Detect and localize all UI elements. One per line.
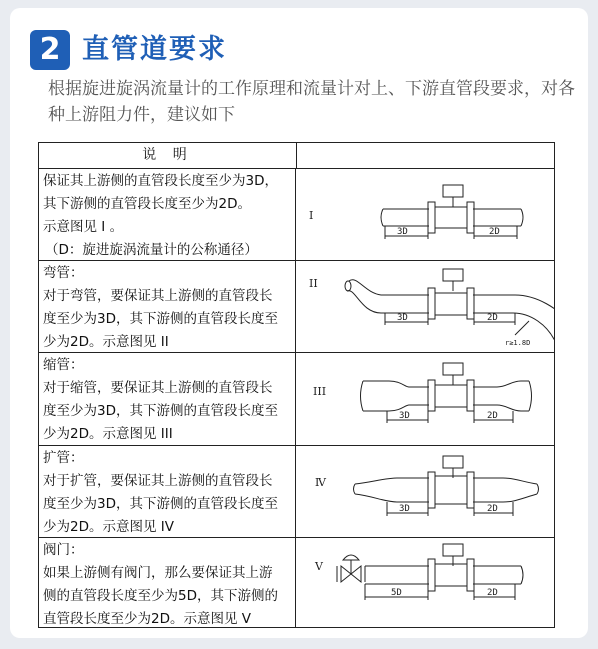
- figure-label: I: [309, 209, 314, 222]
- description-line: 少为2D。示意图见 III: [43, 426, 173, 442]
- description-line: 对于弯管，要保证其上游侧的直管段长: [43, 288, 273, 304]
- description-line: 扩管：: [43, 450, 84, 466]
- description-line: （D：旋进旋涡流量计的公称通径）: [45, 242, 258, 258]
- row-description: [39, 169, 296, 260]
- row-description: [39, 446, 296, 537]
- pipe-requirements-table: [38, 142, 555, 628]
- diagram-valve-pipe: [297, 538, 554, 627]
- description-line: 其下游侧的直管段长度至少为2D。: [43, 196, 251, 212]
- description-line: 保证其上游侧的直管段长度至少为3D，: [43, 173, 278, 189]
- description-line: 少为2D。示意图见 II: [43, 334, 169, 350]
- figure-label: Ⅳ: [315, 476, 326, 489]
- upstream-length-label: 3D: [399, 504, 410, 514]
- row-description: [39, 538, 296, 627]
- description-line: 弯管：: [43, 265, 84, 281]
- intro-text: 根据旋进旋涡流量计的工作原理和流量计对上、下游直管段要求，对各种上游阻力件，建议如下: [48, 79, 575, 125]
- description-line: 如果上游侧有阀门，那么要保证其上游: [43, 565, 273, 581]
- section-title: 直管道要求: [82, 34, 227, 65]
- table-row-valve: [39, 538, 554, 627]
- table-header: [39, 143, 554, 169]
- upstream-length-label: 3D: [399, 411, 410, 421]
- description-line: 示意图见 I 。: [43, 219, 124, 235]
- description-line: 直管段长度至少为2D。示意图见 V: [43, 611, 252, 627]
- row-description: [39, 353, 296, 445]
- upstream-length-label: 3D: [397, 313, 408, 323]
- row-description: [39, 261, 296, 352]
- figure-label: V: [315, 560, 323, 573]
- description-line: 度至少为3D，其下游侧的直管段长度至: [43, 311, 278, 327]
- downstream-length-label: 2D: [489, 227, 500, 237]
- description-line: 缩管：: [43, 357, 84, 373]
- column-header-description: 说 明: [39, 143, 297, 168]
- description-line: 对于扩管，要保证其上游侧的直管段长: [43, 473, 273, 489]
- diagram-expander-pipe: [297, 446, 554, 537]
- table-row-elbow: [39, 261, 554, 353]
- downstream-length-label: 2D: [487, 411, 498, 421]
- section-number-badge: 2: [30, 30, 70, 70]
- upstream-length-label: 3D: [397, 227, 408, 237]
- figure-label: II: [309, 277, 318, 290]
- table-row-expander: [39, 446, 554, 538]
- figure-label: III: [313, 385, 327, 398]
- description-line: 侧的直管段长度至少为5D，其下游侧的: [43, 588, 278, 604]
- description-line: 阀门：: [43, 542, 84, 558]
- description-line: 少为2D。示意图见 IV: [43, 519, 174, 535]
- table-row-reducer: [39, 353, 554, 446]
- downstream-length-label: 2D: [487, 504, 498, 514]
- description-line: 度至少为3D，其下游侧的直管段长度至: [43, 496, 278, 512]
- description-line: 度至少为3D，其下游侧的直管段长度至: [43, 403, 278, 419]
- diagram-reducer-pipe: [297, 353, 554, 445]
- downstream-length-label: 2D: [487, 313, 498, 323]
- table-row-straight: [39, 169, 554, 261]
- diagram-elbow-pipe: [297, 261, 554, 352]
- upstream-length-label: 5D: [391, 588, 402, 598]
- bend-radius-label: r≥1.8D: [505, 339, 531, 347]
- downstream-length-label: 2D: [487, 588, 498, 598]
- description-line: 对于缩管，要保证其上游侧的直管段长: [43, 380, 273, 396]
- diagram-straight-pipe: [297, 169, 554, 260]
